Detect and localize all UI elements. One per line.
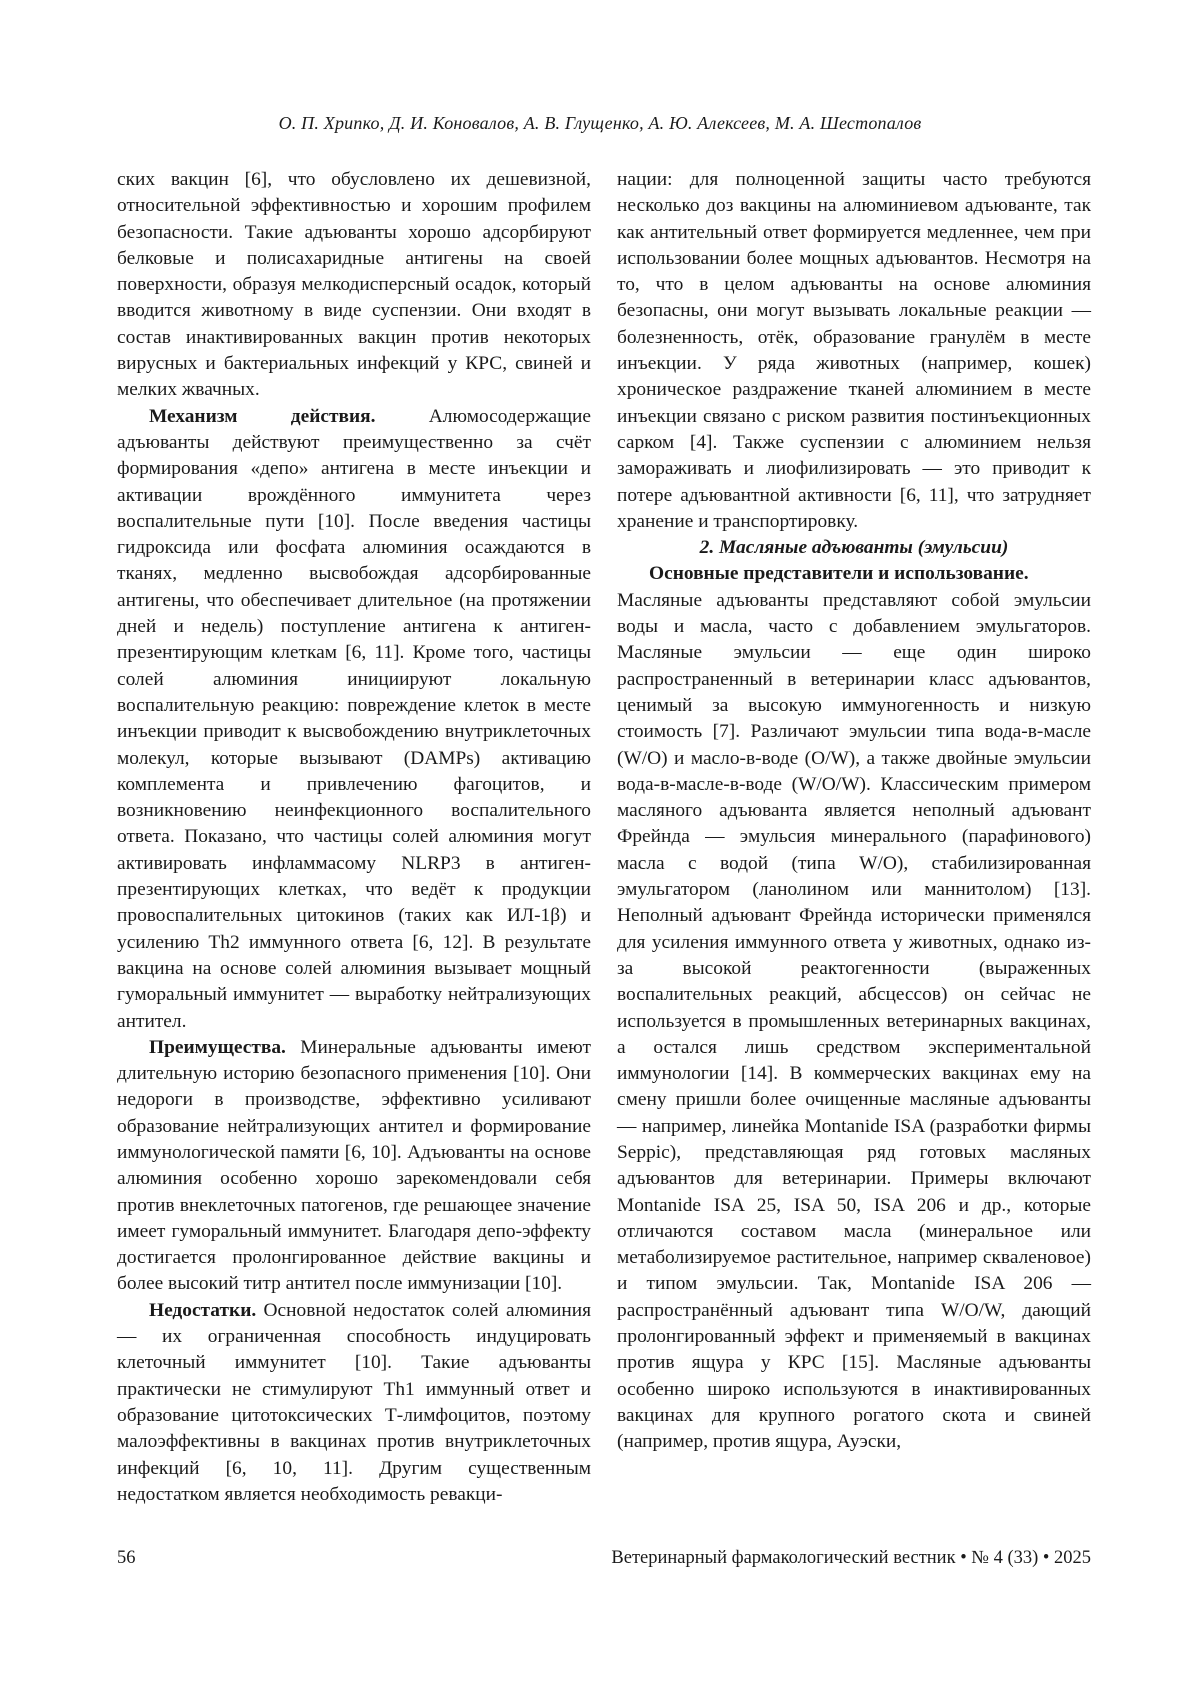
paragraph-advantages — [117, 1035, 591, 1298]
journal-citation: Ветеринарный фармакологический вестник • № 4 (33) • 2025 — [611, 1548, 1091, 1568]
paragraph-oil-adjuvants: Масляные адъюванты представляют собой эмульсии воды и масла, часто с добавлением эмульгаторов. Масляные эмульсии — еще один широко распространенный в ветеринарии класс адъювантов, ценимый за высокую иммуногенность и низкую стоимость [7]. Различают эмульсии типа вода-в-масле (W/O) и масло-в-воде (O/W), а также двойные эмульсии вода-в-масле-в-воде (W/O/W). Классическим примером масляного адъюванта является неполный адъювант Фрейнда — эмульсия минерального (парафинового) масла с водой (типа W/O), стабилизированная эмульгатором (ланолином или маннитолом) [13]. Неполный адъювант Фрейнда исторически применялся для усиления иммунного ответа у животных, однако из-за высокой реактогенности (выраженных воспалительных реакций, абсцессов) он сейчас не используется в промышленных ветеринарных вакцинах, а остался лишь средством экспериментальной иммунологии [14]. В коммерческих вакцинах ему на смену пришли более очищенные масляные адъюванты — например, линейка Montanide ISA (разработки фирмы Seppic), представляющая ряд готовых масляных адъювантов для ветеринарии. Примеры включают Montanide ISA 25, ISA 50, ISA 206 и др., которые отличаются составом масла (минеральное или метаболизируемое растительное, например скваленовое) и типом эмульсии. Так, Montanide ISA 206 — распространённый адъювант типа W/O/W, дающий пролонгированный эффект и применяемый в вакцинах против ящура у КРС [15]. Масляные адъюванты особенно широко используются в инактивированных вакцинах для крупного рогатого скота и свиней (например, против ящура, Ауэски, — [617, 589, 1091, 1453]
paragraph-disadvantages — [117, 1298, 591, 1508]
mechanism-text: Алюмосодержащие адъюванты действуют преимущественно за счёт формирования «депо» антигена в месте инъекции и активации врождённого иммунитета через воспалительные пути [10]. После введения частицы гидроксида или фосфата алюминия осаждаются в тканях, медленно высвобождая адсорбированные антигены, что обеспечивает длительное (на протяжении дней и недель) поступление антигена к антиген-презентирующим клеткам [6, 11]. Кроме того, частицы солей алюминия инициируют локальную воспалительную реакцию: повреждение клеток в месте инъекции приводит к высвобождению внутриклеточных молекул, которые вызывают (DAMPs) активацию комплемента и привлечению фагоцитов, и возникновению неинфекционного воспалительного ответа. Показано, что частицы солей алюминия могут активировать инфламмасому NLRP3 в антиген-презентирующих клетках, что ведёт к продукции провоспалительных цитокинов (таких как ИЛ-1β) и усилению Th2 иммунного ответа [6, 12]. В результате вакцина на основе солей алюминия вызывает мощный гуморальный иммунитет — выработку нейтрализующих антител. — [117, 405, 591, 1032]
subheading-representatives: Основные представители и использование. — [649, 563, 1029, 585]
disadvantages-text: Основной недостаток солей алюминия — их ограниченная способность индуцировать клеточный иммунитет [10]. Такие адъюванты практически не стимулируют Th1 иммунный ответ и образование цитотоксических Т-лимфоцитов, поэтому малоэффективны в вакцинах против внутриклеточных инфекций [6, 10, 11]. Другим существенным недостатком является необходимость ревакци- — [117, 1299, 591, 1505]
section-heading-oil-adjuvants: 2. Масляные адъюванты (эмульсии) — [699, 537, 1009, 559]
right-column — [617, 167, 1091, 1456]
advantages-text: Минеральные адъюванты имеют длительную историю безопасного применения [10]. Они недороги в производстве, эффективно усиливают образование нейтрализующих антител и формирование иммунологической памяти [6, 10]. Адъюванты на основе алюминия особенно хорошо зарекомендовали себя против внеклеточных патогенов, где решающее значение имеет гуморальный иммунитет. Благодаря депо-эффекту достигается пролонгированное действие вакцины и более высокий титр антител после иммунизации [10]. — [117, 1036, 591, 1295]
left-column — [117, 167, 591, 1508]
mechanism-lead: Механизм действия. — [149, 405, 376, 427]
disadvantages-lead: Недостатки. — [149, 1299, 257, 1321]
paragraph-revaccination: нации: для полноценной защиты часто требуются несколько доз вакцины на алюминиевом адъюванте, так как антительный ответ формируется медленнее, чем при использовании более мощных адъювантов. Несмотря на то, что в целом адъюванты на основе алюминия безопасны, они могут вызывать локальные реакции — болезненность, отёк, образование гранулём в месте инъекции. У ряда животных (например, кошек) хроническое раздражение тканей алюминием в месте инъекции связано с риском развития постинъекционных сарком [4]. Также суспензии с алюминием нельзя замораживать и лиофилизировать — это приводит к потере адъювантной активности [6, 11], что затрудняет хранение и транспортировку. — [617, 169, 1091, 532]
paragraph-mechanism — [117, 404, 591, 1035]
page-number: 56 — [117, 1548, 136, 1568]
running-header-authors: О. П. Хрипко, Д. И. Коновалов, А. В. Глущенко, А. Ю. Алексеев, М. А. Шестопалов — [278, 113, 922, 133]
advantages-lead: Преимущества. — [149, 1036, 286, 1058]
paragraph-continuation: ских вакцин [6], что обусловлено их дешевизной, относительной эффективностью и хорошим профилем безопасности. Такие адъюванты хорошо адсорбируют белковые и полисахаридные антигены на своей поверхности, образуя мелкодисперсный осадок, который вводится животному в виде суспензии. Они входят в состав инактивированных вакцин против некоторых вирусных и бактериальных инфекций у КРС, свиней и мелких жвачных. — [117, 169, 591, 401]
